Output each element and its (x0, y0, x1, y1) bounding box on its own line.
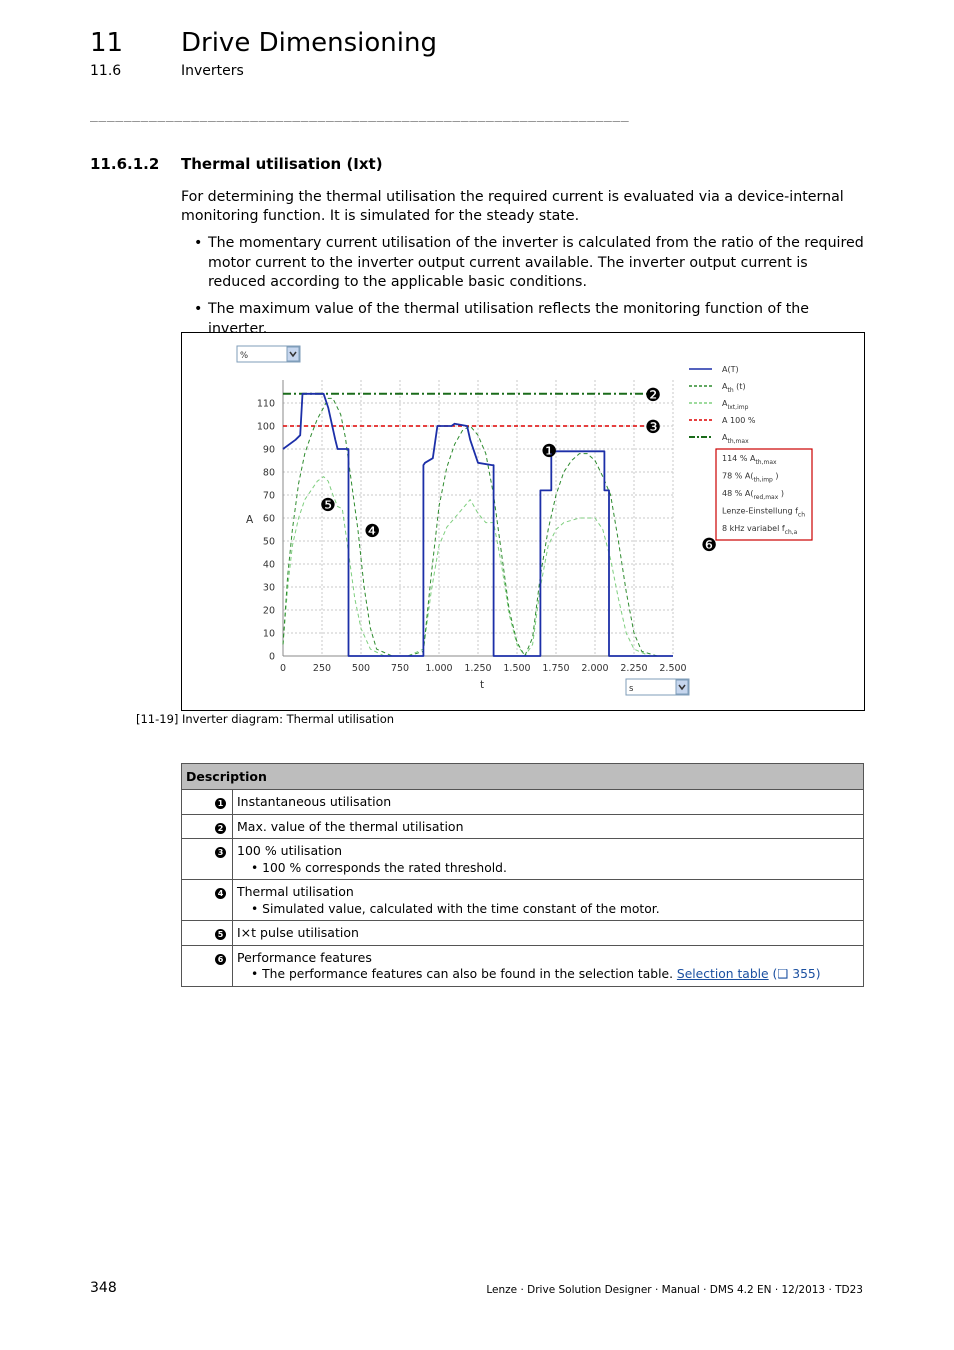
x-tick-label: 1.750 (542, 663, 570, 674)
chart-legend (689, 365, 756, 445)
y-tick-label: 110 (256, 398, 275, 410)
table-header: Description (182, 764, 864, 790)
x-tick-label: 1.500 (503, 663, 531, 674)
x-tick-label: 500 (351, 663, 371, 674)
selection-table-link[interactable]: Selection table (676, 967, 769, 981)
marker-5: ❺ (320, 495, 337, 516)
x-tick-label: 1.000 (425, 663, 453, 674)
section-title: Thermal utilisation (Ixt) (181, 155, 383, 173)
table-row (182, 839, 864, 880)
bullet-dot: • (194, 301, 203, 317)
row-text: Max. value of the thermal utilisation (237, 818, 464, 834)
marker-2: ❷ (645, 385, 662, 406)
description-table (181, 763, 864, 987)
y-tick-label: 50 (262, 536, 275, 548)
row-text: Performance features (237, 949, 372, 965)
y-tick-label: 20 (262, 605, 275, 617)
x-tick-label: 1.250 (464, 663, 492, 674)
marker-3: ❸ (645, 417, 662, 438)
marker-6: ❻ (701, 535, 718, 556)
bullet-dot: • (194, 235, 203, 251)
y-tick-label: 30 (262, 582, 275, 594)
unit-select-value: % (240, 351, 249, 361)
section-number: 11.6.1.2 (90, 155, 160, 173)
marker-4: ❹ (364, 521, 381, 542)
chapter-title: Drive Dimensioning (181, 28, 437, 58)
row-subtext: • Simulated value, calculated with the time constant of the motor. (251, 901, 660, 916)
x-tick-label: 2.250 (620, 663, 648, 674)
row-marker: 2 (215, 823, 226, 834)
y-tick-label: 90 (262, 444, 275, 456)
feature-line: 114 % $A_{th,max}$ (722, 454, 777, 466)
legend-label: $A_{th}$ (t) (722, 382, 746, 394)
table-row (182, 921, 864, 946)
x-axis-label: t (480, 679, 485, 691)
caption-text: Inverter diagram: Thermal utilisation (182, 712, 395, 726)
x-tick-label: 750 (390, 663, 410, 674)
subchapter-number: 11.6 (90, 63, 122, 79)
legend-label: A(T) (722, 365, 739, 374)
legend-label: $A_{th,max}$ (722, 433, 749, 445)
x-tick-label: 250 (312, 663, 332, 674)
feature-line: 48 % $A(_{red,max}$ ) (722, 489, 784, 501)
row-subtext: • 100 % corresponds the rated threshold. (251, 860, 507, 875)
inverter-diagram-chart (182, 333, 864, 710)
x-tick-label: 0 (279, 663, 287, 674)
row-text: Instantaneous utilisation (237, 794, 392, 809)
row-marker: 6 (215, 954, 226, 965)
inverter-diagram-figure (181, 332, 865, 711)
y-tick-label: 80 (262, 467, 275, 479)
y-axis-label: A (246, 514, 254, 526)
legend-label: A 100 % (722, 416, 756, 425)
chart-markers (320, 385, 717, 556)
caption-number: [11-19] (136, 712, 179, 726)
chart-axes (257, 380, 687, 674)
unit-select[interactable] (237, 346, 300, 362)
row-text: 100 % utilisation (237, 843, 343, 858)
table-row (182, 814, 864, 839)
figure-caption (136, 712, 394, 726)
feature-line: 78 % $A(_{th,imp}$ ) (722, 471, 779, 484)
bullet-text: The maximum value of the thermal utilisation reflects the monitoring function of the inverter. (208, 301, 809, 337)
chapter-number: 11 (90, 28, 124, 58)
marker-1: ❶ (541, 441, 558, 462)
x-tick-label: 2.500 (659, 663, 687, 674)
table-row (182, 790, 864, 815)
row-marker: 4 (215, 888, 226, 899)
row-text: I×t pulse utilisation (237, 925, 359, 940)
bullet-text: The momentary current utilisation of the inverter is calculated from the ratio of the required motor current to the inverter output current available. The inverter output current is reduced according to the applicable basic conditions. (208, 235, 864, 290)
intro-paragraph: For determining the thermal utilisation the required current is evaluated via a device-internal monitoring function. It is simulated for the steady state. (181, 189, 844, 224)
table-row (182, 945, 864, 986)
x-tick-label: 2.000 (581, 663, 609, 674)
row-marker: 5 (215, 929, 226, 940)
feature-line: Lenze-Einstellung $f_{ch}$ (722, 506, 806, 519)
time-select-value: s (629, 684, 634, 694)
feature-line: 8 kHz variabel $f_{ch,a}$ (722, 524, 798, 536)
y-tick-label: 40 (262, 559, 275, 571)
row-subtext: • The performance features can also be found in the selection table. Selection table (❑ 355) (251, 967, 821, 981)
table-header-row (182, 764, 864, 790)
page-number: 348 (90, 1280, 117, 1296)
y-tick-label: 10 (262, 628, 275, 640)
subchapter-title: Inverters (181, 63, 244, 79)
row-text: Thermal utilisation (237, 884, 354, 899)
legend-label: $A_{Ixt,imp}$ (722, 399, 749, 411)
y-tick-label: 0 (268, 651, 275, 663)
table-row (182, 880, 864, 921)
y-tick-label: 100 (256, 421, 275, 433)
chart-grid (283, 380, 673, 656)
footer-text: Lenze · Drive Solution Designer · Manual · DMS 4.2 EN · 12/2013 · TD23 (486, 1284, 863, 1296)
time-select[interactable] (626, 679, 689, 695)
y-tick-label: 70 (262, 490, 275, 502)
row-marker: 1 (215, 798, 226, 809)
y-tick-label: 60 (262, 513, 275, 525)
row-marker: 3 (215, 847, 226, 858)
page-reference[interactable]: (❑ 355) (768, 967, 821, 981)
header-dash-rule: ________________________________________________________________ (90, 108, 630, 122)
